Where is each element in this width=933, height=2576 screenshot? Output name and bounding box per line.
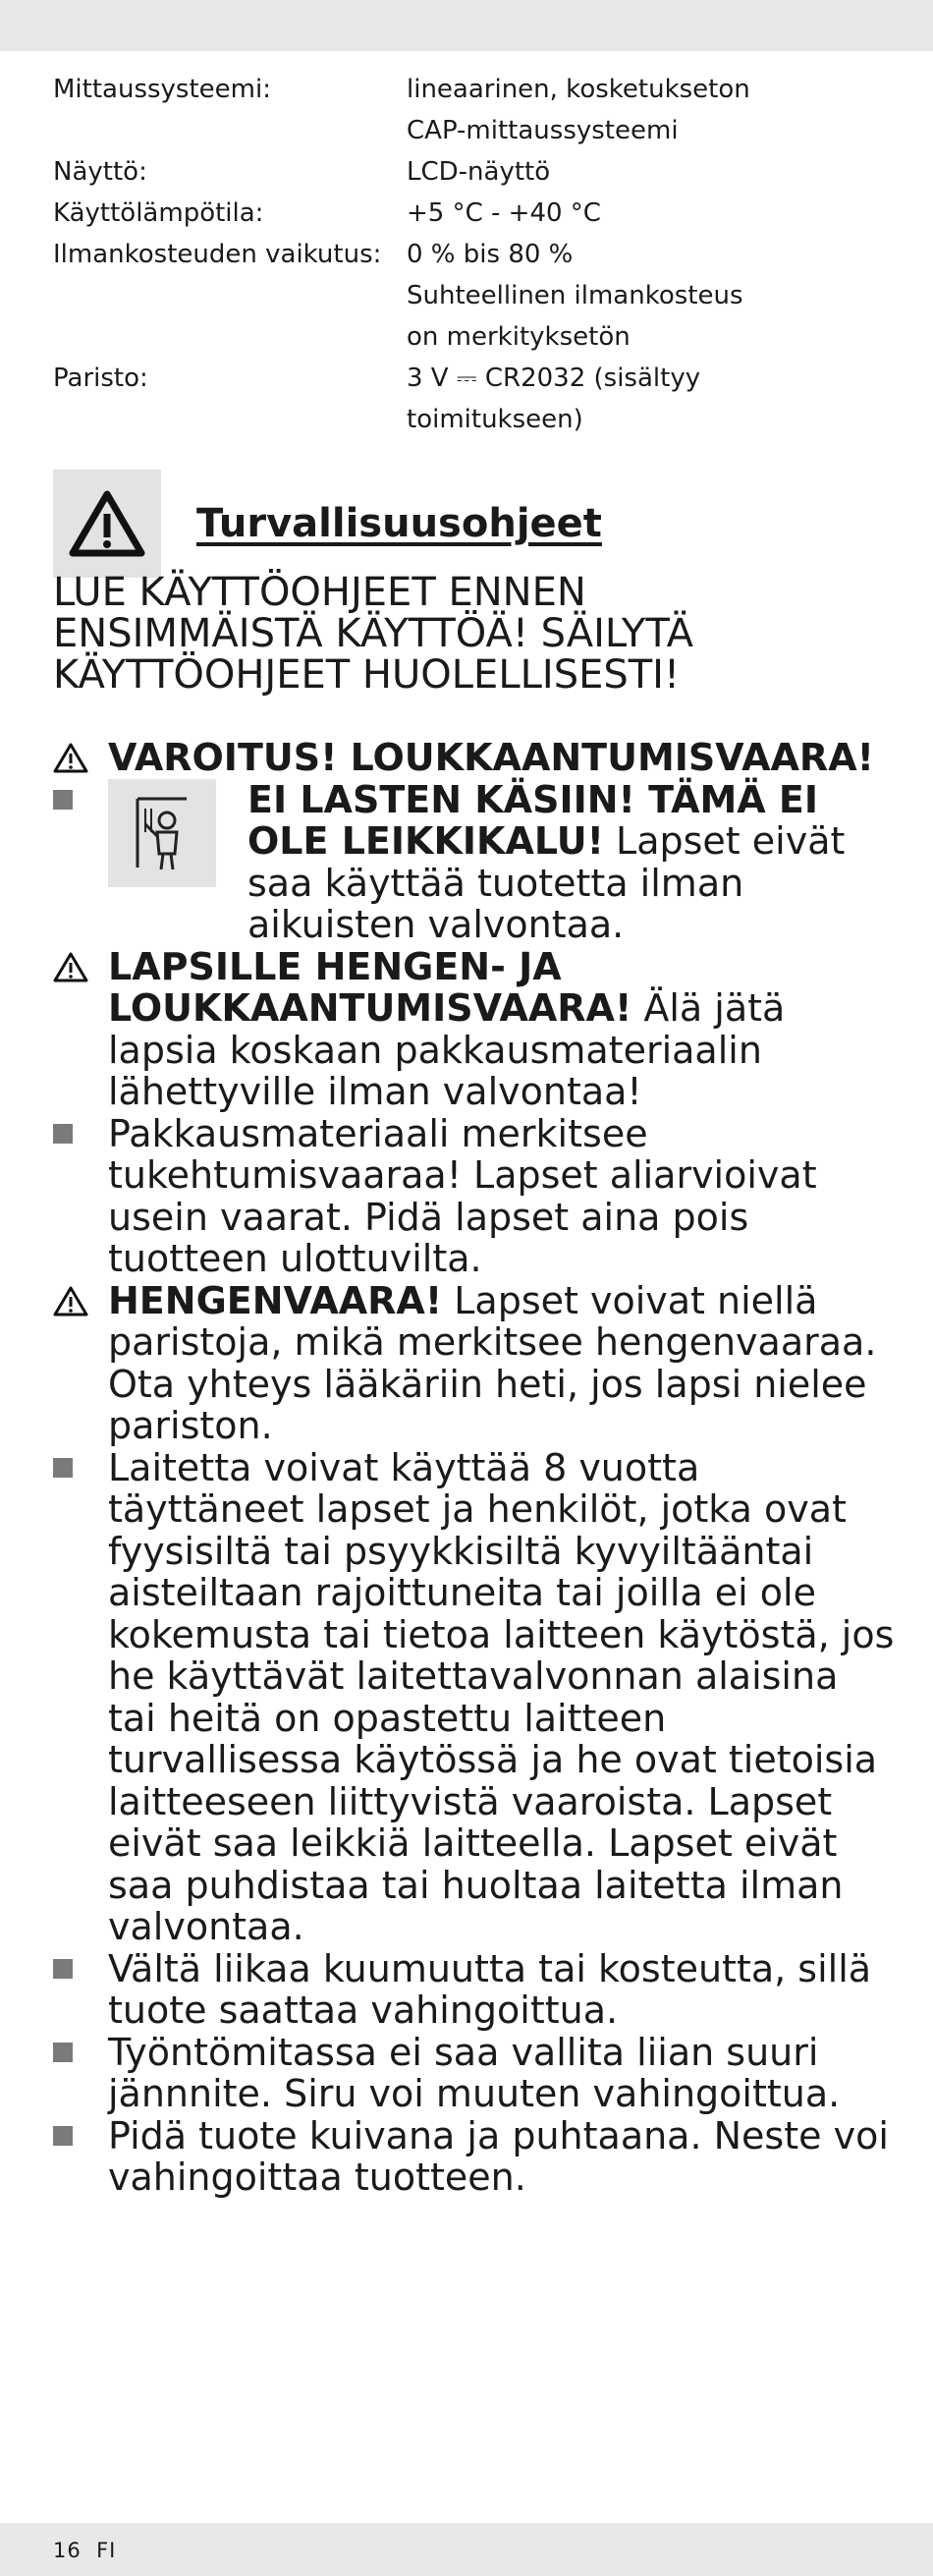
spec-row [53,151,898,193]
safety-item [53,1447,898,1948]
item-bold-text: LAPSILLE HENGEN- JA LOUKKAANTUMISVAARA! [108,944,632,1030]
intro-warning-text [53,572,898,696]
safety-item [53,1113,898,1280]
spec-value-line: +5 °C - +40 °C [407,198,601,228]
spec-value-line: Suhteellinen ilmankosteus [407,281,743,310]
warning-icon [53,737,92,778]
item-text: Lapset voivat niellä paristoja, mikä merkitsee hengenvaaraa. Ota yhteys lääkäriin heti, jos lapsi nielee pariston. [108,1278,877,1447]
top-margin-bar [0,0,933,51]
page-number [53,2539,116,2562]
bullet-square-icon [53,1113,92,1154]
item-text: Älä jätä lapsia koskaan pakkausmateriaalin lähettyville ilman valvontaa! [108,986,786,1113]
bullet-square-icon [53,1447,92,1488]
spec-row [53,358,898,440]
safety-item [53,1948,898,2032]
spec-label: Mittaussysteemi: [53,75,271,104]
spec-value-line: CAP-mittaussysteemi [407,116,679,145]
warning-icon [53,946,92,987]
warning-triangle-icon [53,470,161,578]
safety-items-list [53,737,898,2199]
spec-value-line: 3 V ⎓ CR2032 (sisältyy [407,364,701,393]
item-text: Laitetta voivat käyttää 8 vuotta täyttäneet lapset ja henkilöt, jotka ovat fyysisiltä tai psyykkisiltä kyvyiltääntai aisteiltaan rajoittuneita tai joilla ei ole kokemusta tai tietoa laitteen käytöstä, jos he käyttävät laitettavalvonnan alaisina tai heitä on opastettu laitteen turvallisessa käytössä ja he ovat tietoisia laitteeseen liittyvistä vaaroista. Lapset eivät saa leikkiä laitteella. Lapset eivät saa puhdistaa tai huoltaa laitetta ilman valvontaa. [108,1445,895,1948]
intro-line: ENSIMMÄISTÄ KÄYTTÖÄ! SÄILYTÄ [53,611,694,656]
bullet-square-icon [53,1948,92,1989]
intro-line: KÄYTTÖOHJEET HUOLELLISESTI! [53,652,681,698]
item-text: Työntömitassa ei saa vallita liian suuri jännnite. Siru voi muuten vahingoittua. [108,2030,841,2115]
safety-item [53,2115,898,2199]
item-bold-text: EI LASTEN KÄSIIN! TÄMÄ EI OLE LEIKKIKALU! [247,777,819,863]
spec-value-line: 0 % bis 80 % [407,240,574,269]
spec-value-line: on merkityksetön [407,322,631,352]
spec-row [53,193,898,234]
spec-value [407,193,898,234]
spec-row [53,69,898,151]
child-warning-icon [108,779,216,887]
intro-line: LUE KÄYTTÖOHJEET ENNEN [53,570,586,615]
spec-label: Ilmankosteuden vaikutus: [53,240,382,269]
safety-item [53,737,898,779]
spec-label: Käyttölämpötila: [53,198,264,228]
section-title: Turvallisuusohjeet [196,501,602,546]
bullet-square-icon [53,2032,92,2073]
item-text: Vältä liikaa kuumuutta tai kosteutta, sillä tuote saattaa vahingoittua. [108,1946,872,2032]
warning-icon [53,1280,92,1321]
spec-value [407,151,898,193]
item-bold-text: VAROITUS! LOUKKAANTUMISVAARA! [108,736,874,779]
spec-label: Paristo: [53,364,148,393]
spec-value [407,69,898,151]
safety-item [53,779,898,946]
spec-value [407,234,898,358]
page-language: FI [96,2539,117,2562]
spec-value-line: toimitukseen) [407,405,583,434]
page-number-value: 16 [53,2539,82,2562]
item-bold-text: HENGENVAARA! [108,1278,443,1322]
safety-section-header [53,470,602,578]
spec-value [407,358,898,440]
safety-item [53,2032,898,2115]
bullet-square-icon [53,779,92,820]
item-text: Pakkausmateriaali merkitsee tukehtumisvaaraa! Lapset aliarvioivat usein vaarat. Pidä lapset aina pois tuotteen ulottuvilta. [108,1111,817,1280]
safety-item [53,946,898,1113]
spec-row [53,234,898,358]
specifications-table [53,69,898,440]
item-text: Pidä tuote kuivana ja puhtaana. Neste voi vahingoittaa tuotteen. [108,2113,889,2199]
item-text: Lapset eivät saa käyttää tuotetta ilman aikuisten valvontaa. [247,819,846,946]
spec-value-line: LCD-näyttö [407,157,551,187]
bullet-square-icon [53,2115,92,2156]
spec-value-line: lineaarinen, kosketukseton [407,75,750,104]
page-footer [0,2523,933,2576]
spec-label: Näyttö: [53,157,147,187]
safety-item [53,1280,898,1447]
